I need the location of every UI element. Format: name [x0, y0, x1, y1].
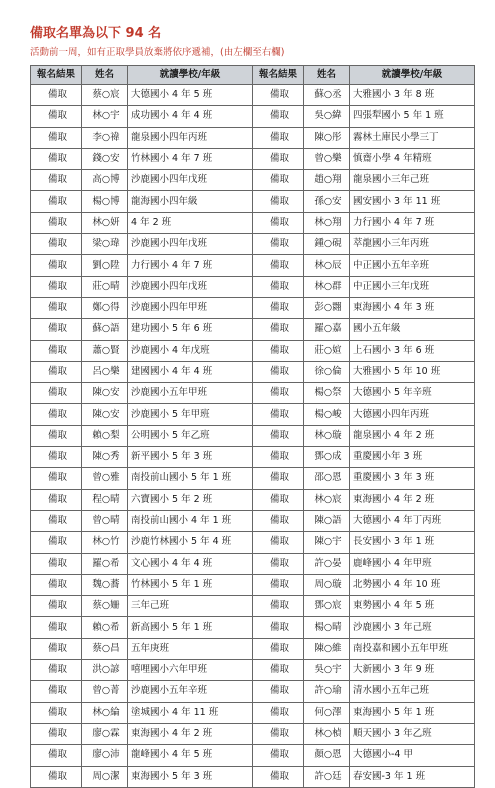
name-cell: 許○晏 — [304, 553, 350, 574]
school-cell: 沙鹿國小 4 年戊班 — [128, 340, 253, 361]
table-row — [31, 681, 475, 702]
school-cell: 公明國小 5 年乙班 — [128, 425, 253, 446]
name-cell: 林○璇 — [304, 425, 350, 446]
school-cell: 成功國小 4 年 4 班 — [128, 106, 253, 127]
result-cell: 備取 — [253, 234, 304, 255]
result-cell: 備取 — [253, 510, 304, 531]
school-cell: 沙鹿國小五年甲班 — [128, 383, 253, 404]
header-name: 姓名 — [82, 66, 128, 85]
result-cell: 備取 — [253, 638, 304, 659]
name-cell: 鄧○宸 — [304, 596, 350, 617]
school-cell: 順天國小 3 年乙班 — [350, 723, 475, 744]
name-cell: 劉○陞 — [82, 255, 128, 276]
name-cell: 曾○樂 — [304, 148, 350, 169]
name-cell: 鍾○硯 — [304, 234, 350, 255]
result-cell: 備取 — [253, 361, 304, 382]
result-cell: 備取 — [31, 106, 82, 127]
name-cell: 林○翔 — [304, 212, 350, 233]
table-row — [31, 276, 475, 297]
result-cell: 備取 — [253, 766, 304, 787]
header-school: 就讀學校/年級 — [128, 66, 253, 85]
result-cell: 備取 — [31, 574, 82, 595]
result-cell: 備取 — [31, 383, 82, 404]
result-cell: 備取 — [31, 319, 82, 340]
name-cell: 蔡○宸 — [82, 85, 128, 106]
school-cell: 竹林國小 5 年 1 班 — [128, 574, 253, 595]
result-cell: 備取 — [31, 255, 82, 276]
result-cell: 備取 — [253, 276, 304, 297]
result-cell: 備取 — [31, 148, 82, 169]
result-cell: 備取 — [253, 170, 304, 191]
result-cell: 備取 — [253, 127, 304, 148]
result-cell: 備取 — [253, 425, 304, 446]
table-row — [31, 191, 475, 212]
school-cell: 重慶國小年 3 班 — [350, 447, 475, 468]
school-cell: 龍海國小四年級 — [128, 191, 253, 212]
name-cell: 賴○梨 — [82, 425, 128, 446]
table-row — [31, 553, 475, 574]
result-cell: 備取 — [31, 170, 82, 191]
school-cell: 大德國小四年丙班 — [350, 404, 475, 425]
name-cell: 蔡○昌 — [82, 638, 128, 659]
name-cell: 周○璇 — [304, 574, 350, 595]
school-cell: 力行國小 4 年 7 班 — [128, 255, 253, 276]
school-cell: 慎齋小學 4 年精班 — [350, 148, 475, 169]
table-row — [31, 340, 475, 361]
school-cell: 新平國小 5 年 3 班 — [128, 447, 253, 468]
name-cell: 蘇○語 — [82, 319, 128, 340]
school-cell: 龍泉國小四年丙班 — [128, 127, 253, 148]
name-cell: 楊○祭 — [304, 383, 350, 404]
name-cell: 鄧○成 — [304, 447, 350, 468]
table-row — [31, 85, 475, 106]
name-cell: 顏○恩 — [304, 745, 350, 766]
name-cell: 蘇○丞 — [304, 85, 350, 106]
result-cell: 備取 — [31, 660, 82, 681]
name-cell: 徐○倫 — [304, 361, 350, 382]
name-cell: 程○晴 — [82, 489, 128, 510]
name-cell: 廖○沛 — [82, 745, 128, 766]
school-cell: 中正國小五年辛班 — [350, 255, 475, 276]
result-cell: 備取 — [31, 85, 82, 106]
table-row — [31, 532, 475, 553]
school-cell: 鹿峰國小 4 年甲班 — [350, 553, 475, 574]
school-cell: 南投前山國小 4 年 1 班 — [128, 510, 253, 531]
result-cell: 備取 — [253, 106, 304, 127]
header-school: 就讀學校/年級 — [350, 66, 475, 85]
school-cell: 大德國小 4 年丁丙班 — [350, 510, 475, 531]
result-cell: 備取 — [31, 361, 82, 382]
name-cell: 李○禕 — [82, 127, 128, 148]
result-cell: 備取 — [31, 234, 82, 255]
name-cell: 林○辰 — [304, 255, 350, 276]
result-cell: 備取 — [31, 553, 82, 574]
school-cell: 三年己班 — [128, 596, 253, 617]
table-row — [31, 723, 475, 744]
school-cell: 東海國小 4 年 3 班 — [350, 297, 475, 318]
table-row — [31, 468, 475, 489]
table-row — [31, 255, 475, 276]
school-cell: 南投嘉和國小五年甲班 — [350, 638, 475, 659]
result-cell: 備取 — [31, 340, 82, 361]
table-row — [31, 170, 475, 191]
result-cell: 備取 — [253, 319, 304, 340]
school-cell: 沙鹿國小 5 年甲班 — [128, 404, 253, 425]
name-cell: 錢○安 — [82, 148, 128, 169]
school-cell: 塗城國小 4 年 11 班 — [128, 702, 253, 723]
result-cell: 備取 — [31, 617, 82, 638]
school-cell: 龍泉國小 4 年 2 班 — [350, 425, 475, 446]
name-cell: 楊○博 — [82, 191, 128, 212]
school-cell: 中正國小三年戊班 — [350, 276, 475, 297]
school-cell: 上石國小 3 年 6 班 — [350, 340, 475, 361]
result-cell: 備取 — [253, 148, 304, 169]
result-cell: 備取 — [31, 297, 82, 318]
school-cell: 大雅國小 5 年 10 班 — [350, 361, 475, 382]
name-cell: 孫○安 — [304, 191, 350, 212]
result-cell: 備取 — [253, 191, 304, 212]
school-cell: 大德國小 5 年辛班 — [350, 383, 475, 404]
result-cell: 備取 — [31, 447, 82, 468]
result-cell: 備取 — [31, 596, 82, 617]
table-row — [31, 660, 475, 681]
result-cell: 備取 — [253, 404, 304, 425]
name-cell: 莊○媗 — [304, 340, 350, 361]
school-cell: 竹林國小 4 年 7 班 — [128, 148, 253, 169]
name-cell: 彭○翾 — [304, 297, 350, 318]
name-cell: 林○宇 — [82, 106, 128, 127]
name-cell: 曾○雅 — [82, 468, 128, 489]
name-cell: 吳○緯 — [304, 106, 350, 127]
school-cell: 霧林土庫民小學三丁 — [350, 127, 475, 148]
result-cell: 備取 — [31, 702, 82, 723]
school-cell: 東海國小 5 年 1 班 — [350, 702, 475, 723]
table-header-row — [31, 66, 475, 85]
school-cell: 北勢國小 4 年 10 班 — [350, 574, 475, 595]
result-cell: 備取 — [31, 510, 82, 531]
header-result: 報名結果 — [31, 66, 82, 85]
school-cell: 四張犁國小 5 年 1 班 — [350, 106, 475, 127]
name-cell: 高○博 — [82, 170, 128, 191]
name-cell: 林○宸 — [304, 489, 350, 510]
school-cell: 大新國小 3 年 9 班 — [350, 660, 475, 681]
name-cell: 陳○安 — [82, 404, 128, 425]
result-cell: 備取 — [253, 468, 304, 489]
roster-title: 備取名單為以下 94 名 — [30, 26, 162, 41]
name-cell: 吳○宇 — [304, 660, 350, 681]
table-row — [31, 489, 475, 510]
name-cell: 羅○嘉 — [304, 319, 350, 340]
school-cell: 大德國小-4 甲 — [350, 745, 475, 766]
table-row — [31, 297, 475, 318]
table-row — [31, 127, 475, 148]
school-cell: 國小五年級 — [350, 319, 475, 340]
result-cell: 備取 — [253, 745, 304, 766]
table-row — [31, 234, 475, 255]
table-row — [31, 148, 475, 169]
header-result: 報名結果 — [253, 66, 304, 85]
school-cell: 新高國小 5 年 1 班 — [128, 617, 253, 638]
result-cell: 備取 — [31, 191, 82, 212]
result-cell: 備取 — [253, 574, 304, 595]
school-cell: 建功國小 5 年 6 班 — [128, 319, 253, 340]
name-cell: 魏○蕎 — [82, 574, 128, 595]
school-cell: 龍峰國小 4 年 5 班 — [128, 745, 253, 766]
name-cell: 林○妍 — [82, 212, 128, 233]
name-cell: 曾○晴 — [82, 510, 128, 531]
result-cell: 備取 — [31, 723, 82, 744]
name-cell: 梁○瑋 — [82, 234, 128, 255]
result-cell: 備取 — [253, 297, 304, 318]
name-cell: 羅○希 — [82, 553, 128, 574]
result-cell: 備取 — [253, 447, 304, 468]
table-row — [31, 212, 475, 233]
school-cell: 沙鹿國小四年戊班 — [128, 234, 253, 255]
roster-note: 活動前一周，如有正取學員放棄將依序遞補，(由左欄至右欄) — [30, 47, 285, 58]
school-cell: 國安國小 3 年 11 班 — [350, 191, 475, 212]
name-cell: 楊○晴 — [304, 617, 350, 638]
name-cell: 周○潔 — [82, 766, 128, 787]
name-cell: 邵○恩 — [304, 468, 350, 489]
result-cell: 備取 — [253, 553, 304, 574]
table-row — [31, 383, 475, 404]
result-cell: 備取 — [253, 532, 304, 553]
school-cell: 東海國小 4 年 2 班 — [350, 489, 475, 510]
result-cell: 備取 — [31, 468, 82, 489]
table-row — [31, 425, 475, 446]
name-cell: 楊○峻 — [304, 404, 350, 425]
name-cell: 廖○霖 — [82, 723, 128, 744]
school-cell: 沙鹿國小四年甲班 — [128, 297, 253, 318]
school-cell: 萃龍國小三年丙班 — [350, 234, 475, 255]
result-cell: 備取 — [253, 660, 304, 681]
school-cell: 沙鹿國小四年戊班 — [128, 276, 253, 297]
name-cell: 林○楨 — [304, 723, 350, 744]
result-cell: 備取 — [253, 255, 304, 276]
table-row — [31, 638, 475, 659]
name-cell: 蕭○賢 — [82, 340, 128, 361]
school-cell: 嘻哩國小六年甲班 — [128, 660, 253, 681]
school-cell: 南投前山國小 5 年 1 班 — [128, 468, 253, 489]
name-cell: 何○澤 — [304, 702, 350, 723]
name-cell: 鄭○得 — [82, 297, 128, 318]
name-cell: 許○瑜 — [304, 681, 350, 702]
school-cell: 沙鹿竹林國小 5 年 4 班 — [128, 532, 253, 553]
result-cell: 備取 — [253, 596, 304, 617]
table-row — [31, 404, 475, 425]
table-row — [31, 361, 475, 382]
school-cell: 五年庚班 — [128, 638, 253, 659]
name-cell: 林○綸 — [82, 702, 128, 723]
school-cell: 六寶國小 5 年 2 班 — [128, 489, 253, 510]
school-cell: 大德國小 4 年 5 班 — [128, 85, 253, 106]
name-cell: 林○群 — [304, 276, 350, 297]
result-cell: 備取 — [253, 723, 304, 744]
result-cell: 備取 — [31, 404, 82, 425]
result-cell: 備取 — [31, 638, 82, 659]
name-cell: 陳○彤 — [304, 127, 350, 148]
name-cell: 陳○語 — [304, 510, 350, 531]
school-cell: 重慶國小 3 年 3 班 — [350, 468, 475, 489]
school-cell: 沙鹿國小五年辛班 — [128, 681, 253, 702]
result-cell: 備取 — [31, 766, 82, 787]
waitlist-table — [30, 65, 475, 788]
result-cell: 備取 — [31, 212, 82, 233]
name-cell: 陳○秀 — [82, 447, 128, 468]
table-row — [31, 447, 475, 468]
name-cell: 林○竹 — [82, 532, 128, 553]
result-cell: 備取 — [253, 383, 304, 404]
result-cell: 備取 — [31, 425, 82, 446]
result-cell: 備取 — [31, 681, 82, 702]
school-cell: 4 年 2 班 — [128, 212, 253, 233]
header-name: 姓名 — [304, 66, 350, 85]
name-cell: 洪○諺 — [82, 660, 128, 681]
result-cell: 備取 — [253, 85, 304, 106]
name-cell: 陳○維 — [304, 638, 350, 659]
school-cell: 文心國小 4 年 4 班 — [128, 553, 253, 574]
result-cell: 備取 — [31, 127, 82, 148]
table-row — [31, 106, 475, 127]
table-row — [31, 745, 475, 766]
name-cell: 陳○安 — [82, 383, 128, 404]
school-cell: 清水國小五年己班 — [350, 681, 475, 702]
school-cell: 大雅國小 3 年 8 班 — [350, 85, 475, 106]
table-row — [31, 319, 475, 340]
table-row — [31, 596, 475, 617]
name-cell: 呂○樂 — [82, 361, 128, 382]
result-cell: 備取 — [253, 340, 304, 361]
table-row — [31, 510, 475, 531]
name-cell: 蔡○姍 — [82, 596, 128, 617]
result-cell: 備取 — [31, 489, 82, 510]
table-row — [31, 617, 475, 638]
table-body — [31, 85, 475, 788]
result-cell: 備取 — [31, 532, 82, 553]
result-cell: 備取 — [253, 617, 304, 638]
result-cell: 備取 — [253, 702, 304, 723]
result-cell: 備取 — [253, 489, 304, 510]
result-cell: 備取 — [31, 745, 82, 766]
name-cell: 莊○晴 — [82, 276, 128, 297]
school-cell: 沙鹿國小 3 年己班 — [350, 617, 475, 638]
school-cell: 東海國小 4 年 2 班 — [128, 723, 253, 744]
school-cell: 建國國小 4 年 4 班 — [128, 361, 253, 382]
school-cell: 春安國-3 年 1 班 — [350, 766, 475, 787]
school-cell: 力行國小 4 年 7 班 — [350, 212, 475, 233]
name-cell: 曾○菁 — [82, 681, 128, 702]
name-cell: 陳○宇 — [304, 532, 350, 553]
result-cell: 備取 — [253, 681, 304, 702]
school-cell: 長安國小 3 年 1 班 — [350, 532, 475, 553]
name-cell: 許○廷 — [304, 766, 350, 787]
name-cell: 賴○希 — [82, 617, 128, 638]
school-cell: 東勢國小 4 年 5 班 — [350, 596, 475, 617]
result-cell: 備取 — [31, 276, 82, 297]
name-cell: 趙○翔 — [304, 170, 350, 191]
school-cell: 沙鹿國小四年戊班 — [128, 170, 253, 191]
school-cell: 龍泉國小三年己班 — [350, 170, 475, 191]
school-cell: 東海國小 5 年 3 班 — [128, 766, 253, 787]
result-cell: 備取 — [253, 212, 304, 233]
table-row — [31, 574, 475, 595]
table-row — [31, 766, 475, 787]
table-row — [31, 702, 475, 723]
